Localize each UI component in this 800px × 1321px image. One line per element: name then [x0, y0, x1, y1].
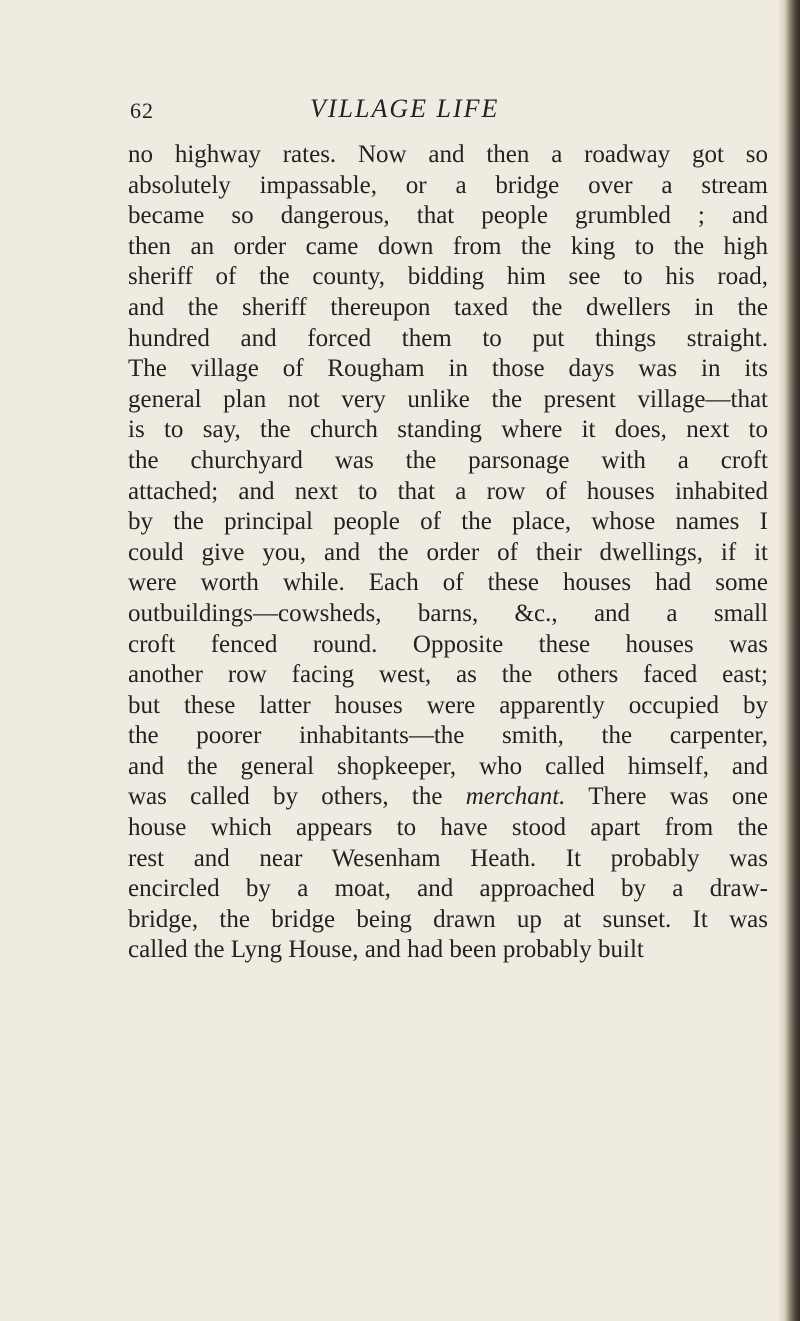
text-line: outbuildings—cowsheds, barns, &c., and a small [128, 599, 768, 627]
text-line: but these latter houses were apparently occupied by [128, 691, 768, 719]
page-number: 62 [130, 98, 154, 123]
text-line: another row facing west, as the others faced east; [128, 661, 768, 689]
italic-word: merchant. [465, 783, 566, 811]
text-segment: There was one [588, 783, 768, 811]
text-line: the churchyard was the parsonage with a croft [128, 446, 768, 474]
text-line: sheriff of the county, bidding him see to his road, [128, 263, 768, 291]
text-line: the poorer inhabitants—the smith, the carpenter, [128, 722, 768, 750]
text-line-mixed [128, 782, 768, 813]
text-line: bridge, the bridge being drawn up at sunset. It was [128, 905, 768, 933]
text-line: were worth while. Each of these houses had some [128, 569, 768, 597]
text-segment: was called by others, the [128, 783, 443, 811]
text-line: attached; and next to that a row of houses inhabited [128, 477, 768, 505]
body-paragraph [128, 140, 768, 966]
text-line: and the general shopkeeper, who called himself, and [128, 752, 768, 780]
text-line: could give you, and the order of their dwellings, if it [128, 538, 768, 566]
page-edge-shadow [778, 0, 800, 1321]
text-line: became so dangerous, that people grumbled ; and [128, 202, 768, 230]
text-line: rest and near Wesenham Heath. It probably was [128, 844, 768, 872]
text-line: encircled by a moat, and approached by a draw- [128, 875, 768, 903]
text-line: is to say, the church standing where it does, next to [128, 416, 768, 444]
text-line: no highway rates. Now and then a roadway got so [128, 141, 768, 168]
text-line: croft fenced round. Opposite these houses was [128, 630, 768, 658]
text-line: called the Lyng House, and had been probably built [128, 936, 644, 964]
text-line: then an order came down from the king to the high [128, 232, 768, 260]
text-line: by the principal people of the place, whose names I [128, 508, 768, 536]
text-line: and the sheriff thereupon taxed the dwellers in the [128, 293, 768, 321]
text-line: general plan not very unlike the present village—that [128, 385, 768, 413]
running-title: VILLAGE LIFE [310, 94, 500, 123]
text-line: house which appears to have stood apart from the [128, 814, 768, 842]
text-line: The village of Rougham in those days was in its [128, 355, 768, 383]
text-line: absolutely impassable, or a bridge over a stream [128, 171, 768, 199]
text-line: hundred and forced them to put things straight. [128, 324, 768, 352]
